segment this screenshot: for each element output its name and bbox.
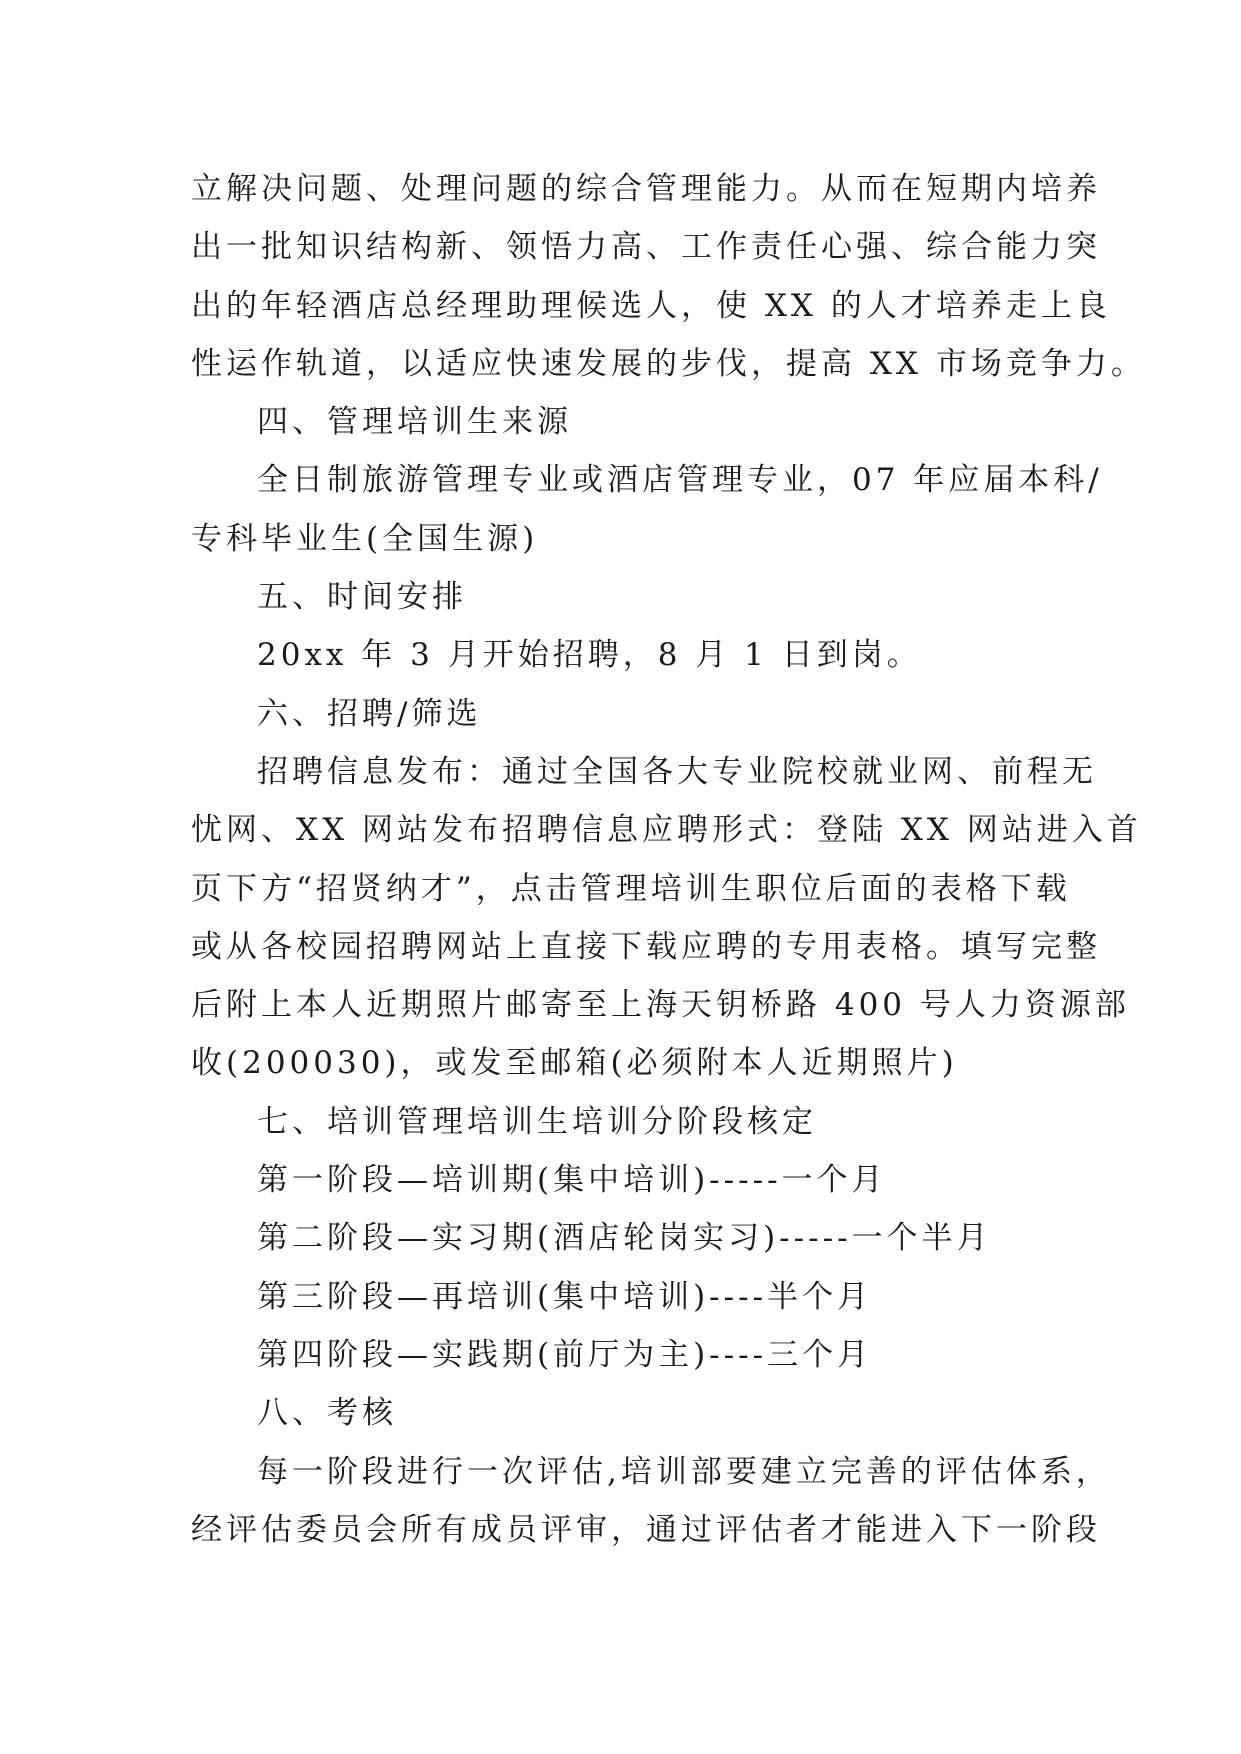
section-heading-8: 八、考核 xyxy=(257,1395,397,1432)
paragraph-line: 招聘信息发布：通过全国各大专业院校就业网、前程无 xyxy=(257,753,1097,790)
section-heading-4: 四、管理培训生来源 xyxy=(257,404,572,441)
paragraph-line: 出的年轻酒店总经理助理候选人，使 XX 的人才培养走上良 xyxy=(191,287,1111,324)
paragraph-line: 全日制旅游管理专业或酒店管理专业，07 年应届本科/ xyxy=(257,462,1103,499)
paragraph-line: 立解决问题、处理问题的综合管理能力。从而在短期内培养 xyxy=(191,171,1101,207)
paragraph-line: 20xx 年 3 月开始招聘，8 月 1 日到岗。 xyxy=(257,637,922,674)
paragraph-line: 专科毕业生(全国生源) xyxy=(191,520,539,557)
paragraph-line: 或从各校园招聘网站上直接下载应聘的专用表格。填写完整 xyxy=(191,928,1101,965)
paragraph-line: 后附上本人近期照片邮寄至上海天钥桥路 400 号人力资源部 xyxy=(191,987,1130,1024)
stage-item: 第一阶段—培训期(集中培训)-----一个月 xyxy=(257,1162,887,1199)
stage-item: 第四阶段—实践期(前厅为主)----三个月 xyxy=(257,1336,873,1373)
section-heading-6: 六、招聘/筛选 xyxy=(257,695,482,732)
paragraph-line: 收(200030)，或发至邮箱(必须附本人近期照片) xyxy=(191,1045,958,1082)
section-heading-7: 七、培训管理培训生培训分阶段核定 xyxy=(257,1103,817,1140)
document-body xyxy=(191,160,1146,1559)
stage-item: 第二阶段—实习期(酒店轮岗实习)-----一个半月 xyxy=(257,1220,992,1257)
section-heading-5: 五、时间安排 xyxy=(257,579,467,616)
paragraph-line: 每一阶段进行一次评估,培训部要建立完善的评估体系， xyxy=(257,1453,1111,1490)
stage-item: 第三阶段—再培训(集中培训)----半个月 xyxy=(257,1278,873,1315)
paragraph-line: 忧网、XX 网站发布招聘信息应聘形式：登陆 XX 网站进入首 xyxy=(191,812,1142,849)
paragraph-line: 性运作轨道，以适应快速发展的步伐，提高 XX 市场竞争力。 xyxy=(191,345,1146,382)
paragraph-line: 出一批知识结构新、领悟力高、工作责任心强、综合能力突 xyxy=(191,229,1101,266)
paragraph-line: 经评估委员会所有成员评审，通过评估者才能进入下一阶段 xyxy=(191,1511,1101,1548)
paragraph-line: 页下方“招贤纳才”，点击管理培训生职位后面的表格下载 xyxy=(191,870,1071,907)
